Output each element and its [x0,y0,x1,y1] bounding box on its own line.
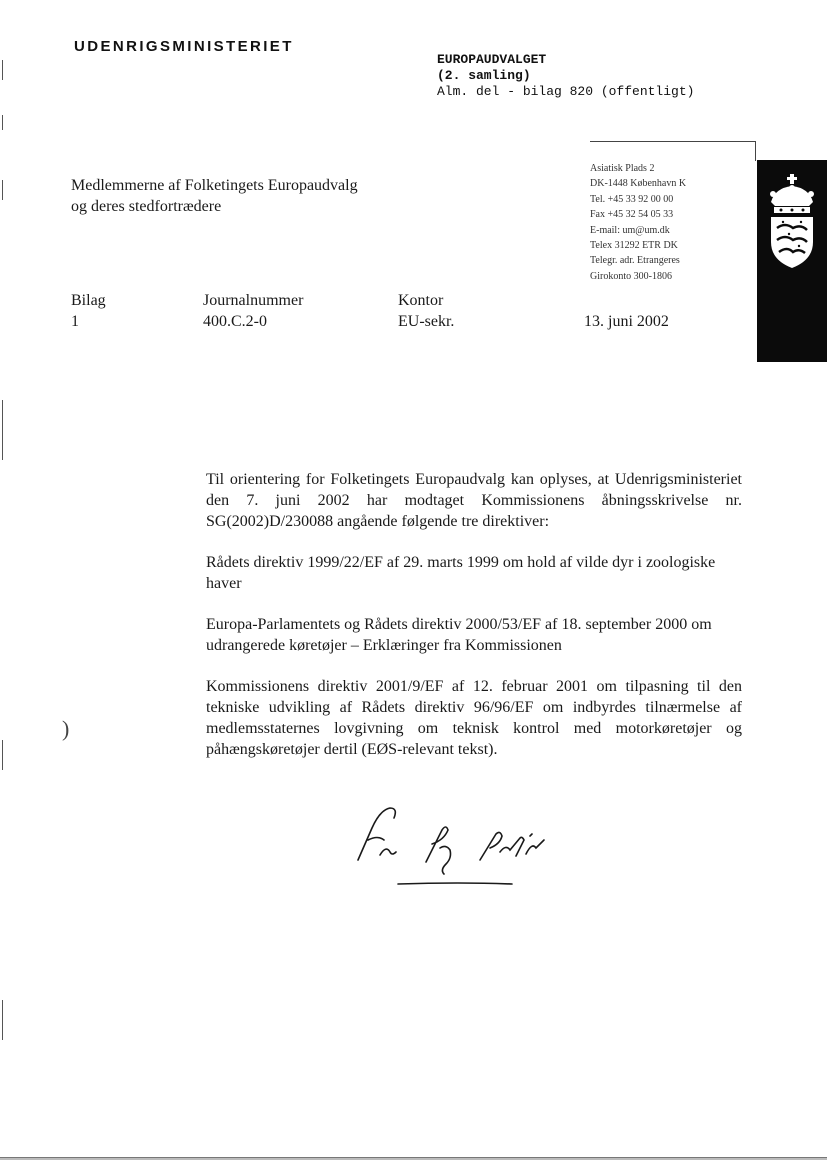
address-fax: Fax +45 32 54 05 33 [590,209,674,221]
address-giro: Girokonto 300-1806 [590,270,672,282]
handwritten-signature [350,800,560,895]
scan-artifact [2,400,3,460]
divider-line [755,141,756,161]
journal-label: Journalnummer [203,292,304,309]
body-paragraph: Kommissionens direktiv 2001/9/EF af 12. februar 2001 om tilpasning til den tekniske udvikling af Rådets direktiv 96/96/EF om indbyrdes tilnærmelse af medlemsstaternes lovgivning om teknisk kontrol med motorkøretøjer og påhængskøretøjer dertil (EØS-relevant tekst). [206,678,742,758]
recipient-line: Medlemmerne af Folketingets Europaudvalg [71,177,358,194]
scan-artifact [2,180,3,200]
address-telegr: Telegr. adr. Etrangeres [590,255,680,267]
kontor-value: EU-sekr. [398,313,455,330]
address-city: DK-1448 København K [590,178,687,190]
address-street: Asiatisk Plads 2 [590,163,655,174]
address-tel: Tel. +45 33 92 00 00 [590,193,674,205]
scan-artifact [2,60,3,80]
coat-of-arms-icon [763,172,821,272]
document-date: 13. juni 2002 [584,313,669,330]
journal-field [203,290,303,332]
divider-line [590,141,756,142]
address-email: E-mail: um@um.dk [590,224,670,236]
committee-session: (2. samling) [437,68,531,83]
ministry-name: UDENRIGSMINISTERIET [74,38,294,55]
scan-artifact [2,1000,3,1040]
bilag-field [71,290,106,332]
address-block [590,161,686,284]
kontor-label: Kontor [398,292,444,309]
bilag-value: 1 [71,313,79,330]
committee-name: EUROPAUDVALGET [437,52,547,67]
committee-reference: Alm. del - bilag 820 (offentligt) [437,84,695,99]
recipient-block [71,175,358,217]
bilag-label: Bilag [71,292,106,309]
scan-artifact [2,740,3,770]
kontor-field [398,290,454,332]
scan-artifact: ) [62,716,70,741]
letter-body [206,469,742,780]
scan-artifact [0,1155,827,1161]
journal-value: 400.C.2-0 [203,313,267,330]
body-paragraph: Europa-Parlamentets og Rådets direktiv 2000/53/EF af 18. september 2000 om udrangerede køretøjer – Erklæringer fra Kommissionen [206,616,712,654]
body-paragraph: Til orientering for Folketingets Europaudvalg kan oplyses, at Udenrigsministeriet den 7. juni 2002 har modtaget Kommissionens åbningsskrivelse nr. SG(2002)D/230088 angående følgende tre direktiver: [206,471,742,530]
body-paragraph: Rådets direktiv 1999/22/EF af 29. marts 1999 om hold af vilde dyr i zoologiske haver [206,554,716,592]
recipient-line: og deres stedfortrædere [71,198,222,215]
address-telex: Telex 31292 ETR DK [590,240,678,252]
scan-artifact [2,115,3,130]
committee-stamp [437,52,694,100]
